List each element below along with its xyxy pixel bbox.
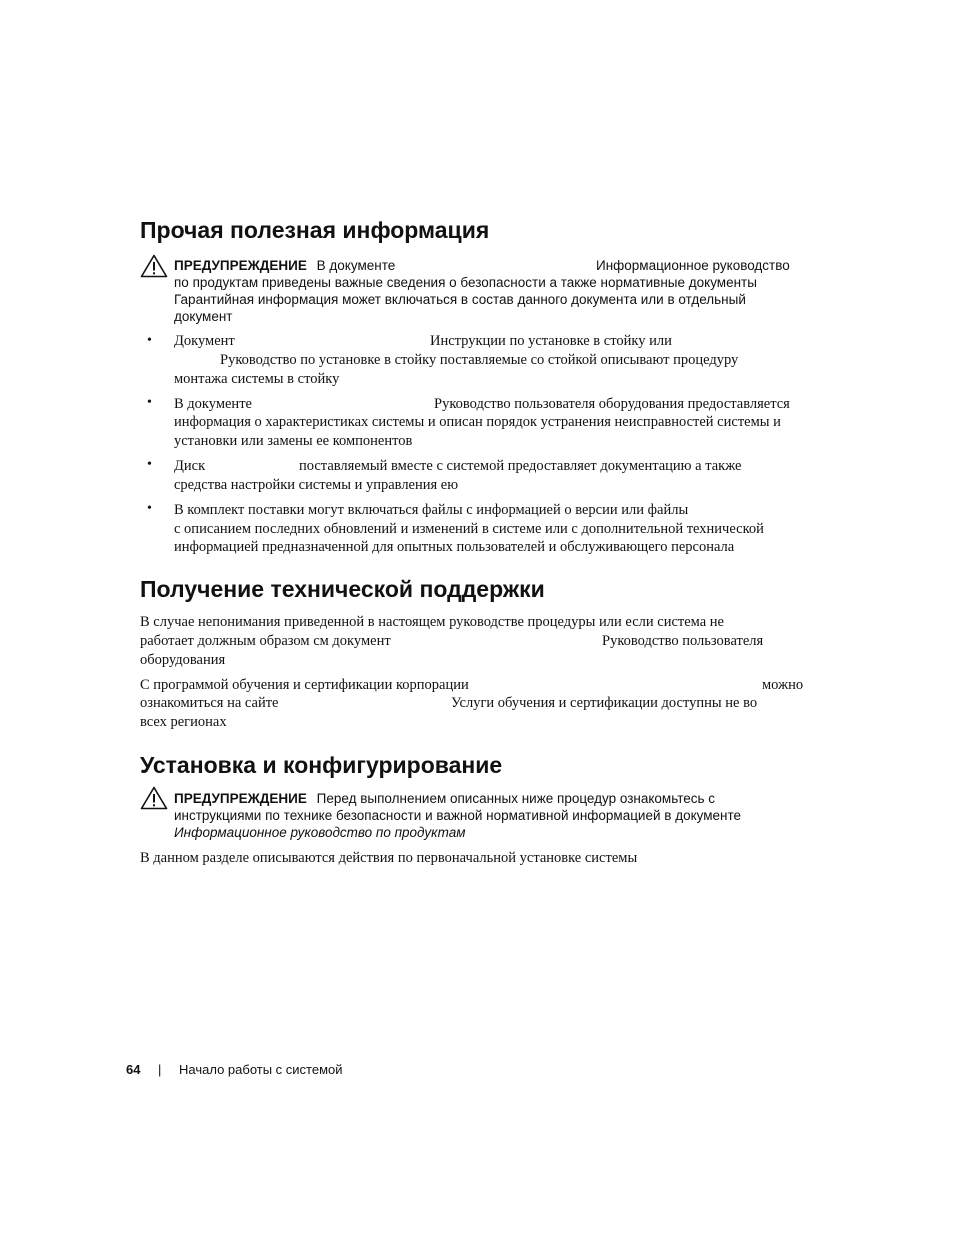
warning-line-2: по продуктам приведены важные сведения о безопасности а также нормативные документы [174,275,757,290]
list-item: Руководство пользователя оборудования предоставляется [434,396,790,412]
list-item: В комплект поставки могут включаться файлы с информацией о версии или файлы [174,502,689,518]
paragraph-line: оборудования [140,652,226,668]
warning-doc-title: Информационное руководство [596,258,790,273]
list-item: Руководство по установке в стойку поставляемые со стойкой описывают процедуру [220,352,739,368]
warning-line-2: инструкциями по технике безопасности и важной нормативной информацией в документе [174,808,742,823]
bullet-marker: • [147,457,152,472]
warning-label: ПРЕДУПРЕЖДЕНИЕ [174,258,307,273]
bullet-marker: • [147,395,152,410]
warning-text: В документе [316,258,396,273]
list-item: поставляемый вместе с системой предоставляет документацию а также [299,458,742,474]
paragraph-line: работает должным образом см документ [140,633,391,649]
warning-label: ПРЕДУПРЕЖДЕНИЕ [174,791,307,806]
list-item: с описанием последних обновлений и изменений в системе или с дополнительной технической [174,521,764,537]
warning-line-4: документ [174,309,233,324]
list-item: установки или замены ее компонентов [174,433,413,449]
list-item: Диск [174,458,206,474]
list-item: монтажа системы в стойку [174,371,340,387]
list-item: информацией предназначенной для опытных пользователей и обслуживающего персонала [174,539,735,555]
paragraph-line: Услуги обучения и сертификации доступны не во [451,695,758,711]
warning-line-3: Гарантийная информация может включаться в состав данного документа или в отдельный [174,292,746,307]
heading-other-info: Прочая полезная информация [140,217,490,243]
warning-line-3: Информационное руководство по продуктам [174,825,466,840]
paragraph-line: ознакомиться на сайте [140,695,279,711]
warning-triangle-icon [140,786,168,810]
paragraph-line: В данном разделе описываются действия по первоначальной установке системы [140,850,638,866]
bullet-marker: • [147,333,152,348]
list-item: средства настройки системы и управления ею [174,477,459,493]
heading-support: Получение технической поддержки [140,576,545,602]
list-item: информация о характеристиках системы и описан порядок устранения неисправностей системы и [174,414,781,430]
paragraph-line: можно [762,677,804,693]
paragraph-line: всех регионах [140,714,227,730]
paragraph-line: Руководство пользователя [602,633,764,649]
paragraph-line: С программой обучения и сертификации корпорации [140,677,469,693]
paragraph-line: В случае непонимания приведенной в настоящем руководстве процедуры или если система не [140,614,724,630]
warning-text: Перед выполнением описанных ниже процедур ознакомьтесь с [316,791,716,806]
page-number: 64 [126,1062,141,1077]
bullet-marker: • [147,501,152,516]
footer-separator: | [158,1062,162,1077]
warning-triangle-icon [140,254,168,278]
list-item: Инструкции по установке в стойку или [430,333,672,349]
list-item: В документе [174,396,252,412]
list-item: Документ [174,333,235,349]
footer-title: Начало работы с системой [179,1062,343,1077]
warning-line-1 [174,791,715,806]
warning-line-1 [174,258,395,273]
heading-setup: Установка и конфигурирование [140,752,503,778]
